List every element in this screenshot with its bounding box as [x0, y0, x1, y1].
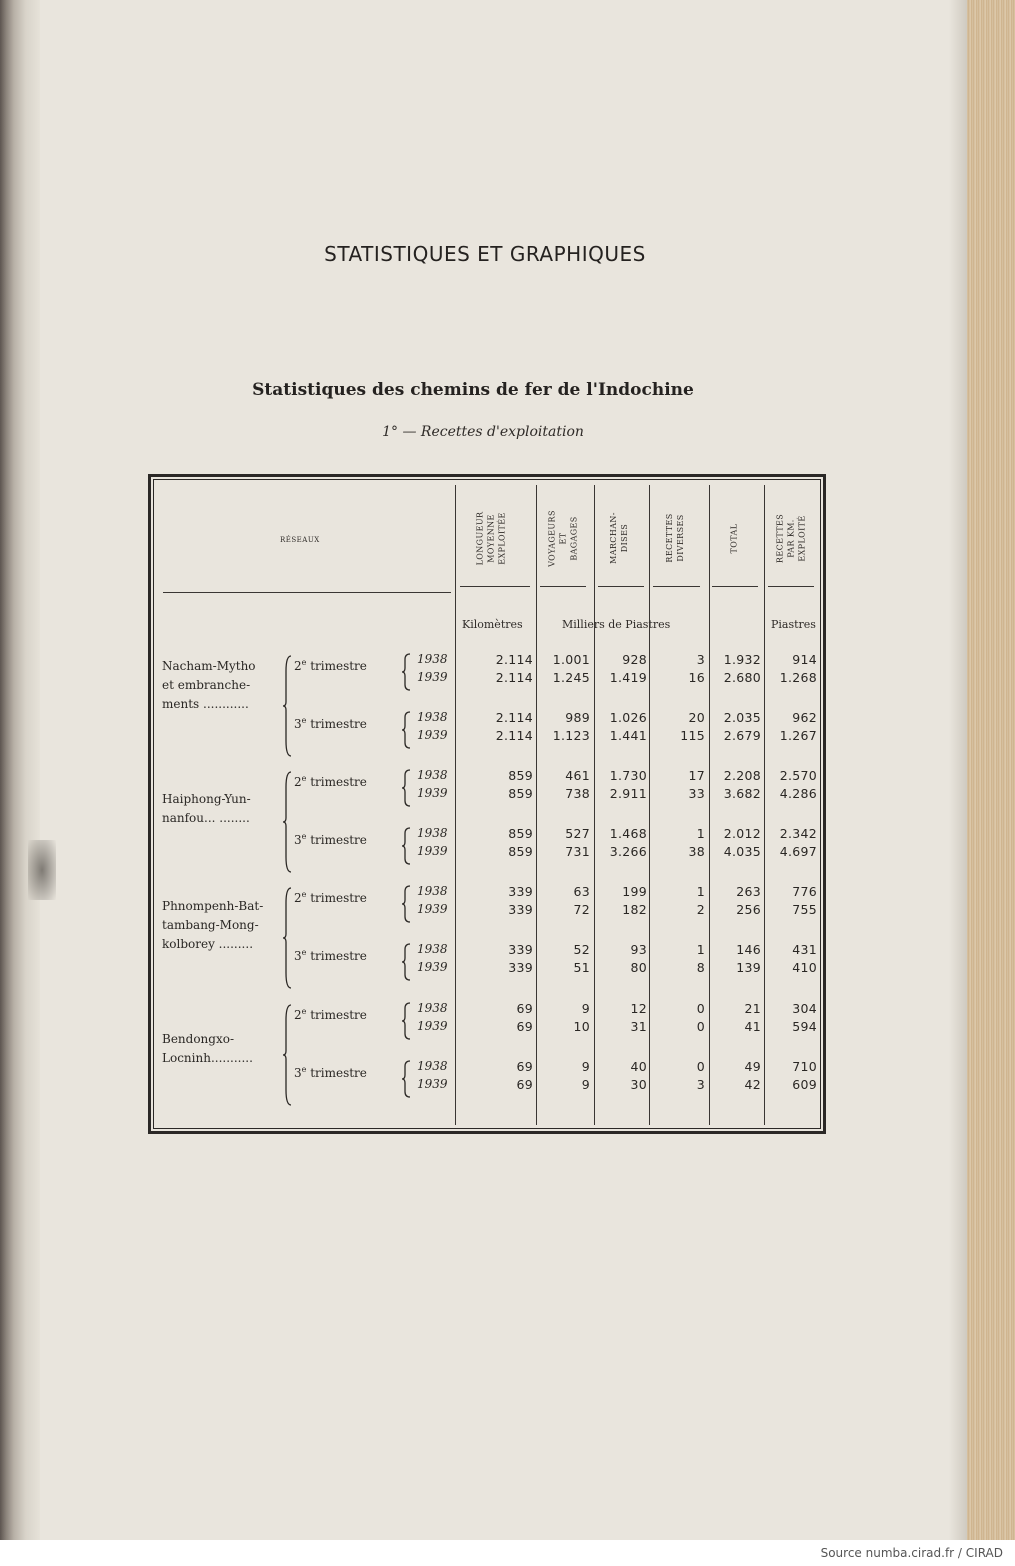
year-brace — [402, 712, 412, 748]
column-header-line: MOYENNE — [486, 513, 496, 563]
header-rule — [163, 592, 451, 593]
table-cell: 0 — [696, 1001, 705, 1016]
table-cell: 2.035 — [723, 710, 761, 725]
table-cell: 710 — [792, 1059, 817, 1074]
source-credit: Source numba.cirad.fr / CIRAD — [820, 1546, 1003, 1560]
table-cell: 4.035 — [723, 844, 761, 859]
table-title: Statistiques des chemins de fer de l'Indochine — [252, 380, 694, 400]
table-cell: 30 — [630, 1077, 647, 1092]
quarter-label — [294, 832, 367, 847]
column-header — [547, 493, 580, 583]
table-cell: 410 — [792, 960, 817, 975]
section-title: 1° — Recettes d'exploitation — [382, 424, 584, 440]
column-header-line: DIVERSES — [676, 514, 685, 562]
year-label: 1939 — [417, 844, 448, 858]
table-cell: 1.468 — [609, 826, 647, 841]
table-cell: 40 — [630, 1059, 647, 1074]
table-cell: 859 — [508, 786, 533, 801]
quarter-label — [294, 1065, 367, 1080]
network-name-line: ments ............ — [162, 697, 249, 711]
table-cell: 3.266 — [609, 844, 647, 859]
year-label: 1938 — [417, 652, 448, 666]
table-cell: 2.679 — [723, 728, 761, 743]
quarter-superscript: e — [301, 832, 307, 841]
unit-milliers-piastres: Milliers de Piastres — [562, 618, 671, 631]
quarter-superscript: e — [301, 716, 307, 725]
header-rule — [768, 586, 814, 587]
network-name-line: Phnompenh-Bat- — [162, 899, 264, 913]
table-cell: 3.682 — [723, 786, 761, 801]
table-cell: 2.012 — [723, 826, 761, 841]
year-label: 1938 — [417, 1059, 448, 1073]
table-cell: 4.697 — [779, 844, 817, 859]
quarter-number: 3 — [294, 1066, 302, 1080]
header-reseaux: RÉSEAUX — [280, 536, 320, 544]
network-name-line: Haiphong-Yun- — [162, 792, 251, 806]
column-header-line: DISES — [620, 523, 629, 553]
table-cell: 41 — [744, 1019, 761, 1034]
table-cell: 63 — [573, 884, 590, 899]
column-header-line: EXPLOITÉE — [497, 511, 507, 565]
table-cell: 16 — [688, 670, 705, 685]
quarter-superscript: e — [301, 1007, 307, 1016]
quarter-text: trimestre — [306, 949, 367, 963]
table-cell: 776 — [792, 884, 817, 899]
network-name-line: Nacham-Mytho — [162, 659, 256, 673]
table-cell: 1.419 — [609, 670, 647, 685]
table-cell: 8 — [696, 960, 705, 975]
year-label: 1938 — [417, 942, 448, 956]
column-header — [775, 493, 808, 583]
column-divider — [594, 485, 595, 1125]
table-cell: 9 — [581, 1059, 590, 1074]
year-label: 1939 — [417, 960, 448, 974]
table-cell: 738 — [565, 786, 590, 801]
table-cell: 962 — [792, 710, 817, 725]
quarter-number: 3 — [294, 717, 302, 731]
table-cell: 31 — [630, 1019, 647, 1034]
column-header — [608, 493, 630, 583]
table-cell: 989 — [565, 710, 590, 725]
year-brace — [402, 770, 412, 806]
year-label: 1939 — [417, 670, 448, 684]
table-cell: 2 — [696, 902, 705, 917]
column-header — [664, 493, 686, 583]
table-cell: 0 — [696, 1019, 705, 1034]
table-cell: 0 — [696, 1059, 705, 1074]
table-cell: 52 — [573, 942, 590, 957]
quarter-superscript: e — [301, 890, 307, 899]
quarter-number: 2 — [294, 775, 302, 789]
network-name — [162, 657, 256, 714]
page-title: STATISTIQUES ET GRAPHIQUES — [324, 242, 646, 266]
table-cell: 69 — [516, 1019, 533, 1034]
network-name-line: et embranche- — [162, 678, 251, 692]
table-cell: 51 — [573, 960, 590, 975]
column-divider — [709, 485, 710, 1125]
network-name-line: Bendongxo- — [162, 1032, 235, 1046]
quarter-superscript: e — [301, 774, 307, 783]
table-cell: 1.245 — [552, 670, 590, 685]
network-name-line: kolborey ......... — [162, 937, 254, 951]
table-cell: 9 — [581, 1001, 590, 1016]
table-cell: 10 — [573, 1019, 590, 1034]
table-cell: 20 — [688, 710, 705, 725]
table-cell: 1.441 — [609, 728, 647, 743]
header-rule — [460, 586, 530, 587]
year-brace — [402, 944, 412, 980]
table-cell: 69 — [516, 1001, 533, 1016]
network-name — [162, 1030, 253, 1068]
table-cell: 594 — [792, 1019, 817, 1034]
column-header-line: ET — [558, 532, 568, 544]
table-cell: 2.114 — [495, 728, 533, 743]
quarter-text: trimestre — [306, 659, 367, 673]
header-rule — [712, 586, 758, 587]
quarter-superscript: e — [301, 1065, 307, 1074]
table-cell: 859 — [508, 768, 533, 783]
column-header — [729, 493, 740, 583]
table-cell: 304 — [792, 1001, 817, 1016]
network-name-line: nanfou... ........ — [162, 811, 250, 825]
table-cell: 69 — [516, 1077, 533, 1092]
quarter-text: trimestre — [306, 717, 367, 731]
header-rule — [653, 586, 700, 587]
year-label: 1938 — [417, 768, 448, 782]
quarter-number: 2 — [294, 659, 302, 673]
year-label: 1938 — [417, 826, 448, 840]
year-label: 1938 — [417, 884, 448, 898]
table-cell: 115 — [680, 728, 705, 743]
year-label: 1939 — [417, 1077, 448, 1091]
table-cell: 263 — [736, 884, 761, 899]
table-cell: 256 — [736, 902, 761, 917]
quarter-text: trimestre — [306, 1066, 367, 1080]
quarter-text: trimestre — [306, 833, 367, 847]
column-divider — [764, 485, 765, 1125]
table-cell: 3 — [696, 652, 705, 667]
table-cell: 1.267 — [779, 728, 817, 743]
book-binding — [0, 0, 40, 1540]
table-cell: 139 — [736, 960, 761, 975]
network-name — [162, 897, 263, 954]
quarter-text: trimestre — [306, 891, 367, 905]
table-cell: 49 — [744, 1059, 761, 1074]
year-label: 1939 — [417, 1019, 448, 1033]
quarter-number: 2 — [294, 891, 302, 905]
unit-kilometres: Kilomètres — [462, 618, 523, 631]
network-brace — [283, 772, 293, 872]
table-cell: 609 — [792, 1077, 817, 1092]
column-header-line: RECETTES — [775, 513, 785, 563]
column-header-line: VOYAGEURS — [547, 509, 557, 567]
table-cell: 80 — [630, 960, 647, 975]
quarter-label — [294, 948, 367, 963]
quarter-label — [294, 1007, 367, 1022]
table-cell: 1.268 — [779, 670, 817, 685]
table-cell: 33 — [688, 786, 705, 801]
table-cell: 38 — [688, 844, 705, 859]
table-cell: 2.911 — [609, 786, 647, 801]
network-brace — [283, 656, 293, 756]
table-cell: 2.680 — [723, 670, 761, 685]
network-name-line: Locninh........... — [162, 1051, 253, 1065]
table-cell: 461 — [565, 768, 590, 783]
table-cell: 928 — [622, 652, 647, 667]
year-label: 1938 — [417, 1001, 448, 1015]
table-cell: 2.342 — [779, 826, 817, 841]
column-divider — [455, 485, 456, 1125]
table-cell: 69 — [516, 1059, 533, 1074]
column-header — [475, 493, 508, 583]
year-brace — [402, 828, 412, 864]
table-cell: 1 — [696, 884, 705, 899]
table-cell: 1.001 — [552, 652, 590, 667]
year-brace — [402, 1061, 412, 1097]
column-header-line: PAR KM. — [786, 518, 796, 558]
table-cell: 2.208 — [723, 768, 761, 783]
table-cell: 339 — [508, 902, 533, 917]
table-cell: 72 — [573, 902, 590, 917]
column-header-line: BAGAGES — [569, 515, 579, 561]
table-cell: 2.570 — [779, 768, 817, 783]
network-brace — [283, 888, 293, 988]
year-label: 1939 — [417, 902, 448, 916]
table-cell: 1.026 — [609, 710, 647, 725]
year-brace — [402, 1003, 412, 1039]
table-cell: 914 — [792, 652, 817, 667]
unit-piastres: Piastres — [771, 618, 816, 631]
table-cell: 199 — [622, 884, 647, 899]
table-cell: 182 — [622, 902, 647, 917]
column-divider — [536, 485, 537, 1125]
table-cell: 1.123 — [552, 728, 590, 743]
quarter-superscript: e — [301, 948, 307, 957]
table-cell: 12 — [630, 1001, 647, 1016]
table-cell: 339 — [508, 884, 533, 899]
table-cell: 1 — [696, 942, 705, 957]
network-name-line: tambang-Mong- — [162, 918, 259, 932]
network-brace — [283, 1005, 293, 1105]
page-edges — [967, 0, 1015, 1540]
table-cell: 339 — [508, 942, 533, 957]
table-cell: 4.286 — [779, 786, 817, 801]
quarter-label — [294, 890, 367, 905]
table-cell: 3 — [696, 1077, 705, 1092]
quarter-text: trimestre — [306, 775, 367, 789]
quarter-number: 3 — [294, 949, 302, 963]
quarter-superscript: e — [301, 658, 307, 667]
table-cell: 21 — [744, 1001, 761, 1016]
year-brace — [402, 886, 412, 922]
table-cell: 1.730 — [609, 768, 647, 783]
year-label: 1938 — [417, 710, 448, 724]
column-header-line: TOTAL — [729, 523, 739, 553]
year-label: 1939 — [417, 786, 448, 800]
table-cell: 2.114 — [495, 670, 533, 685]
quarter-number: 3 — [294, 833, 302, 847]
table-cell: 2.114 — [495, 710, 533, 725]
table-cell: 731 — [565, 844, 590, 859]
table-cell: 1 — [696, 826, 705, 841]
column-header-line: RECETTES — [665, 513, 674, 563]
table-cell: 859 — [508, 844, 533, 859]
header-rule — [540, 586, 586, 587]
table-cell: 755 — [792, 902, 817, 917]
network-name — [162, 790, 251, 828]
table-cell: 93 — [630, 942, 647, 957]
table-cell: 339 — [508, 960, 533, 975]
table-cell: 1.932 — [723, 652, 761, 667]
table-cell: 431 — [792, 942, 817, 957]
table-cell: 859 — [508, 826, 533, 841]
table-cell: 9 — [581, 1077, 590, 1092]
year-brace — [402, 654, 412, 690]
year-label: 1939 — [417, 728, 448, 742]
table-cell: 42 — [744, 1077, 761, 1092]
table-cell: 527 — [565, 826, 590, 841]
header-rule — [598, 586, 644, 587]
table-cell: 146 — [736, 942, 761, 957]
table-cell: 2.114 — [495, 652, 533, 667]
ink-smudge — [28, 840, 56, 900]
quarter-label — [294, 716, 367, 731]
column-divider — [649, 485, 650, 1125]
quarter-text: trimestre — [306, 1008, 367, 1022]
table-cell: 17 — [688, 768, 705, 783]
page-edge-shadow — [949, 0, 967, 1540]
quarter-number: 2 — [294, 1008, 302, 1022]
column-header-line: LONGUEUR — [475, 511, 485, 565]
column-header-line: EXPLOITÉ — [797, 514, 807, 562]
quarter-label — [294, 658, 367, 673]
column-header-line: MARCHAN- — [609, 512, 618, 564]
quarter-label — [294, 774, 367, 789]
